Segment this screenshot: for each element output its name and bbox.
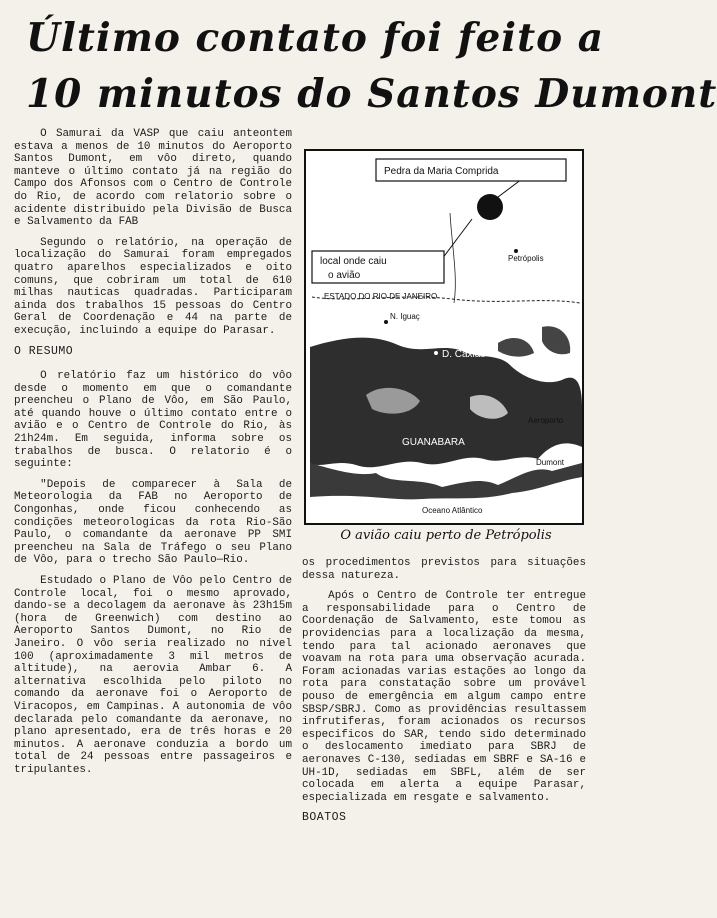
map-frame xyxy=(305,150,583,524)
paragraph: Estudado o Plano de Vôo pelo Centro de Controle local, foi o mesmo aprovado, dando-se a decolagem da aeronave às 23h15m (hora de Greenwich) com destino ao Aeroporto Santos Dumont, no Rio de Janeiro. O vôo seria realizado no nível 100 (aproximadamente 3 mil metros de altitude), na aerovia Ambar 6. A alternativa escolhida pelo piloto no comando da aeronave foi o Aeroporto de Viracopos, em Campinas. A autonomia de vôo declarada pelo comandante da aeronave, no plano apresentado, era de três horas e 20 minutos. A aeronave conduzia a bordo um total de 24 pessoas entre passageiros e tripulantes. xyxy=(14,575,292,776)
label-local-line-1: local onde caiu xyxy=(320,256,387,267)
label-caxias: D. Caxias xyxy=(442,349,486,360)
label-local-line-2: o avião xyxy=(328,270,361,281)
city-dot xyxy=(384,320,388,324)
map-graphic xyxy=(302,147,586,527)
label-estado: ESTADO DO RIO DE JANEIRO xyxy=(324,292,438,301)
crash-marker xyxy=(477,194,503,220)
city-dot xyxy=(434,351,438,355)
paragraph: "Depois de comparecer à Sala de Meteorologia da FAB no Aeroporto de Congonhas, onde ficou conhecendo as condições meteorologicas da rota Rio-São Paulo, o comandante da aeronave PP SMI preencheu na Sala de Tráfego o seu Plano de Vôo, para o trecho São Paulo—Rio. xyxy=(14,478,292,567)
headline-line-2: 10 minutos do Santos Dumont xyxy=(26,71,717,117)
paragraph: Segundo o relatório, na operação de localização do Samurai foram empregados quatro aparelhos especializados e oito comuns, que cobriram um total de 610 milhas nauticas quadradas. Participaram ainda dos trabalhos 15 pessoas do Centro Geral de Coordenação e 44 na parte de execução, incluindo a equipe do Parasar. xyxy=(14,236,292,337)
map-caption: O avião caiu perto de Petrópolis xyxy=(340,528,552,543)
section-heading-resumo: O RESUMO xyxy=(14,344,74,358)
label-guanabara: GUANABARA xyxy=(402,437,465,448)
label-nova-iguacu: N. Iguaç xyxy=(390,312,420,321)
paragraph: O relatório faz um histórico do vôo desde o momento em que o comandante preencheu o Plano de Vôo, em São Paulo, até quando houve o último contato entre o avião e o Centro de Controle do Rio, às 21h24m. Em seguida, informa sobre os trabalhos de busca. O relatorio é o seguinte: xyxy=(14,370,292,471)
city-dot xyxy=(514,249,518,253)
label-dumont: Dumont xyxy=(536,458,565,467)
article-right-column xyxy=(302,557,586,837)
label-pedra: Pedra da Maria Comprida xyxy=(384,166,499,177)
section-heading-boatos: BOATOS xyxy=(302,811,347,825)
location-map xyxy=(302,147,586,527)
paragraph: os procedimentos previstos para situações dessa natureza. xyxy=(302,557,586,582)
paragraph: Após o Centro de Controle ter entregue a responsabilidade para o Centro de Coordenação de Salvamento, este tomou as providencias para a localização da mesma, tendo para tal acionado aeronaves que voavam na rota para uma observação acurada. Foram acionadas varias estações ao longo da rota para constatação sobre um provável pouso de emergência em algum campo entre SBSP/SBRJ. Como as providências resultassem infrutiferas, foram acionados os recursos especificos do SAR, tendo sido determinado o deslocamento imediato para SBRJ de aeronaves C-130, sediadas em SBRF e SA-16 e UH-1D, sediadas em SBFL, além de ser colocada em alerta a equipe Parasar, especializada em resgate e salvamento. xyxy=(302,590,586,804)
article-left-column xyxy=(14,128,292,785)
label-aeroporto: Aeroporto xyxy=(528,416,564,425)
headline-line-1: Último contato foi feito a xyxy=(26,15,604,61)
label-oceano: Oceano Atlântico xyxy=(422,506,483,515)
label-petropolis: Petrópolis xyxy=(508,254,544,263)
paragraph: O Samurai da VASP que caiu anteontem estava a menos de 10 minutos do Aeroporto Santos Dumont, em vôo direto, quando manteve o último contato já na região do Campo dos Afonsos com o Centro de Controle do Rio, de acordo com relatorio sobre o acidente distribuido pela Divisão de Busca e Salvamento da FAB xyxy=(14,128,292,229)
